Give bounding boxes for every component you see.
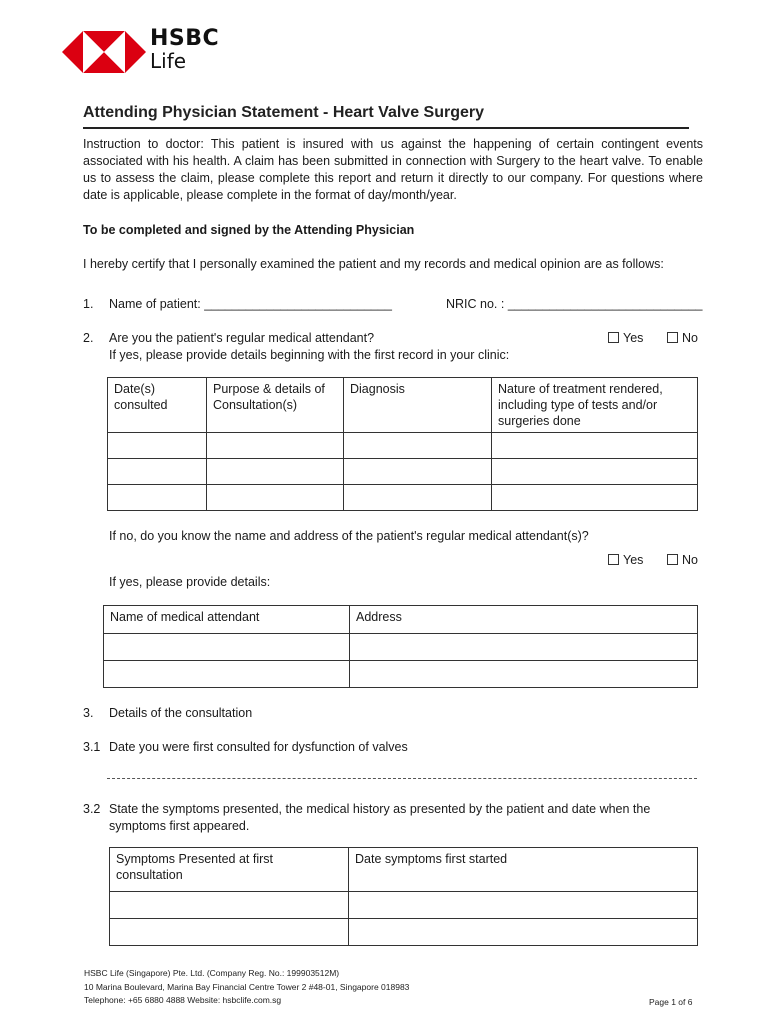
table-cell[interactable] xyxy=(492,485,698,511)
q2-yes-option[interactable] xyxy=(608,330,643,347)
q3-number: 3. xyxy=(83,706,94,720)
table-cell[interactable] xyxy=(492,433,698,459)
q3-label: Details of the consultation xyxy=(109,706,253,720)
table-row[interactable] xyxy=(110,919,698,946)
footer-contact: Telephone: +65 6880 4888 Website: hsbclife.com.sg xyxy=(84,995,282,1005)
q32-number: 3.2 xyxy=(83,802,101,816)
header-symptoms: Symptoms Presented at first consultation xyxy=(110,848,349,892)
symptoms-table xyxy=(109,847,698,946)
header-treatment: Nature of treatment rendered, including type of tests and/or surgeries done xyxy=(492,378,698,433)
page-title: Attending Physician Statement - Heart Valve Surgery xyxy=(83,104,485,121)
q1-number: 1. xyxy=(83,297,94,311)
table-cell[interactable] xyxy=(492,459,698,485)
consultation-table xyxy=(107,377,698,511)
table-row[interactable] xyxy=(104,634,698,661)
table-header-row xyxy=(108,378,698,433)
table-cell[interactable] xyxy=(344,433,492,459)
header-dates: Date(s) consulted xyxy=(108,378,207,433)
table-cell[interactable] xyxy=(104,661,350,688)
brand-sub: Life xyxy=(150,49,187,73)
table-header-row xyxy=(110,848,698,892)
table-cell[interactable] xyxy=(110,919,349,946)
header-address: Address xyxy=(350,606,698,634)
table-cell[interactable] xyxy=(207,459,344,485)
header-purpose: Purpose & details of Consultation(s) xyxy=(207,378,344,433)
q2-question: Are you the patient's regular medical attendant? xyxy=(109,331,375,345)
q32-question: State the symptoms presented, the medical history as presented by the patient and date when the symptoms first appeared. xyxy=(109,802,651,833)
table-cell[interactable] xyxy=(344,485,492,511)
checkbox-icon[interactable] xyxy=(667,554,678,565)
table-cell[interactable] xyxy=(350,634,698,661)
q2-no-option[interactable] xyxy=(667,330,698,347)
table-cell[interactable] xyxy=(344,459,492,485)
checkbox-icon[interactable] xyxy=(608,554,619,565)
footer-company: HSBC Life (Singapore) Pte. Ltd. (Company Reg. No.: 199903512M) xyxy=(84,968,340,978)
table-cell[interactable] xyxy=(349,892,698,919)
section-heading: To be completed and signed by the Attending Physician xyxy=(83,223,415,237)
header-diagnosis: Diagnosis xyxy=(344,378,492,433)
table-header-row xyxy=(104,606,698,634)
table-cell[interactable] xyxy=(108,485,207,511)
yes-label: Yes xyxy=(623,553,644,567)
table-cell[interactable] xyxy=(108,433,207,459)
table-row[interactable] xyxy=(108,433,698,459)
if-yes-details: If yes, please provide details: xyxy=(109,575,271,589)
header-date-started: Date symptoms first started xyxy=(349,848,698,892)
instruction-text: Instruction to doctor: This patient is insured with us against the happening of certain contingent events associated with his health. A claim has been submitted in connection with Surgery to the heart valve. To enable us to assess the claim, please complete this report and return it directly to our company. For questions where date is applicable, please complete in the format of day/month/year. xyxy=(83,137,703,202)
patient-name-field[interactable]: Name of patient: ___________________________ xyxy=(109,297,392,311)
table-row[interactable] xyxy=(108,485,698,511)
hexagon-logo-icon xyxy=(62,31,146,73)
page-number: Page 1 of 6 xyxy=(649,997,693,1007)
q2b-no-option[interactable] xyxy=(667,552,698,569)
table-cell[interactable] xyxy=(207,485,344,511)
table-cell[interactable] xyxy=(349,919,698,946)
header-attendant-name: Name of medical attendant xyxy=(104,606,350,634)
table-cell[interactable] xyxy=(110,892,349,919)
q31-answer-line[interactable] xyxy=(107,778,697,779)
checkbox-icon[interactable] xyxy=(667,332,678,343)
attendant-table xyxy=(103,605,698,688)
table-cell[interactable] xyxy=(207,433,344,459)
nric-field[interactable]: NRIC no. : ____________________________ xyxy=(446,297,703,311)
q2-subtext: If yes, please provide details beginning with the first record in your clinic: xyxy=(109,348,510,362)
q31-question: Date you were first consulted for dysfunction of valves xyxy=(109,740,408,754)
yes-label: Yes xyxy=(623,331,644,345)
q2-number: 2. xyxy=(83,331,94,345)
brand-wordmark xyxy=(150,28,219,71)
table-row[interactable] xyxy=(108,459,698,485)
checkbox-icon[interactable] xyxy=(608,332,619,343)
table-row[interactable] xyxy=(110,892,698,919)
title-divider xyxy=(83,127,689,129)
no-label: No xyxy=(682,553,698,567)
table-cell[interactable] xyxy=(104,634,350,661)
q2b-yes-option[interactable] xyxy=(608,552,643,569)
table-cell[interactable] xyxy=(108,459,207,485)
if-no-question: If no, do you know the name and address of the patient's regular medical attendant(s)? xyxy=(109,529,589,543)
table-row[interactable] xyxy=(104,661,698,688)
brand-name: HSBC xyxy=(150,26,220,51)
certify-text: I hereby certify that I personally examined the patient and my records and medical opinion are as follows: xyxy=(83,257,664,271)
q31-number: 3.1 xyxy=(83,740,101,754)
footer-address: 10 Marina Boulevard, Marina Bay Financial Centre Tower 2 #48-01, Singapore 018983 xyxy=(84,982,410,992)
table-cell[interactable] xyxy=(350,661,698,688)
no-label: No xyxy=(682,331,698,345)
